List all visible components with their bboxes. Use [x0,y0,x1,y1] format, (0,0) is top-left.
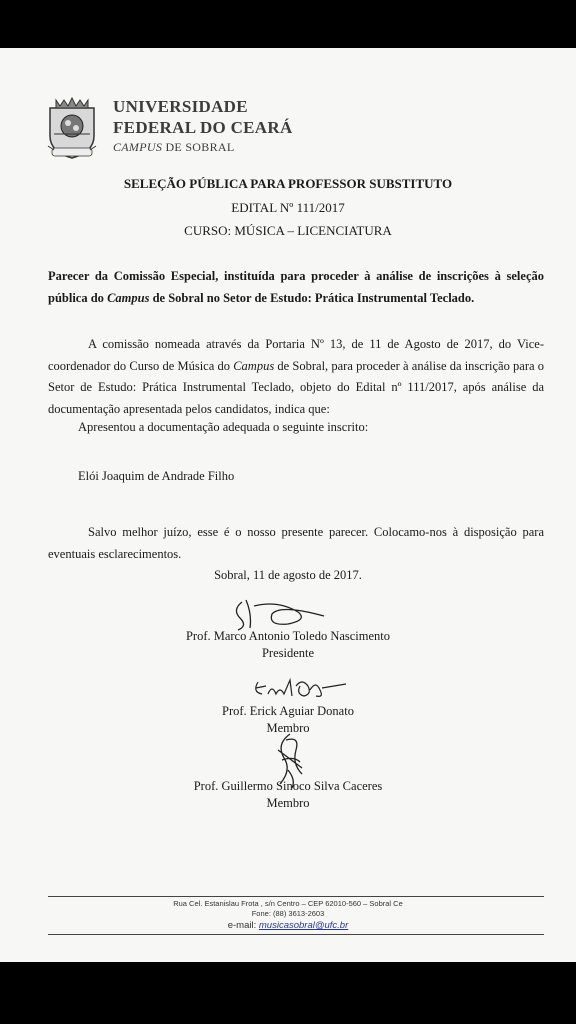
campus-italic: CAMPUS [113,140,163,154]
subject-paragraph [48,266,544,309]
signatory-1-role: Presidente [261,646,315,660]
course-name: CURSO: MÚSICA – LICENCIATURA [184,223,392,238]
signature-2 [250,672,350,704]
signature-block-1 [0,628,576,662]
email-link[interactable]: musicasobral@ufc.br [258,920,349,931]
footer-address: Rua Cel. Estanislau Frota , s/n Centro – CEP 62010-560 – Sobral Ce [173,899,403,908]
email-label: e-mail: [227,920,259,931]
university-line-2: FEDERAL DO CEARÁ [113,118,293,137]
university-line-1: UNIVERSIDADE [113,97,248,116]
body-p1-italic: Campus [233,358,275,373]
document-page [0,48,576,962]
footer-email [0,920,576,932]
footer-phone: Fone: (88) 3613-2603 [251,909,325,918]
footer-rule-top [48,896,544,897]
body-p1-text-1: A comissão nomeada através da Portaria Nº 13, de 11 de Agosto de 2017, do Vice-coordenador do Curso de Música do [48,337,544,373]
campus-rest: DE SOBRAL [162,140,235,154]
signatory-3-role: Membro [266,796,310,810]
signature-1 [228,596,338,632]
university-name [113,96,293,156]
edital-number: EDITAL Nº 111/2017 [231,200,345,215]
subject-italic: Campus [107,290,150,305]
subject-text-1: Parecer da Comissão Especial, instituída para proceder à análise de inscrições à seleção pública do [48,269,544,305]
body-p1-text-2: de Sobral, para proceder à análise da inscrição para o Setor de Estudo: Prática Instrumental Teclado, objeto do Edital nº 111/2017, após análise da documentação apresentada pelos candidatos, indica que: [48,358,545,416]
candidate-name: Elói Joaquim de Andrade Filho [78,469,235,483]
subject-text-2: de Sobral no Setor de Estudo: Prática Instrumental Teclado. [149,290,475,305]
footer-rule-bottom [48,934,544,935]
body-paragraph-3: Salvo melhor juízo, esse é o nosso presente parecer. Colocamo-nos à disposição para eventuais esclarecimentos. [48,525,544,561]
signature-block-3 [0,778,576,812]
signatory-1-name: Prof. Marco Antonio Toledo Nascimento [185,629,391,643]
university-crest-logo [44,96,100,162]
selection-title: SELEÇÃO PÚBLICA PARA PROFESSOR SUBSTITUTO [123,176,453,191]
body-paragraph-2: Apresentou a documentação adequada o seguinte inscrito: [78,420,369,434]
body-paragraph-1 [48,334,544,420]
signatory-2-role: Membro [266,721,310,735]
place-and-date: Sobral, 11 de agosto de 2017. [214,568,362,582]
signatory-2-name: Prof. Erick Aguiar Donato [222,704,354,718]
campus-line [113,138,293,156]
signatory-3-name: Prof. Guillermo Sinoco Silva Caceres [193,779,383,793]
